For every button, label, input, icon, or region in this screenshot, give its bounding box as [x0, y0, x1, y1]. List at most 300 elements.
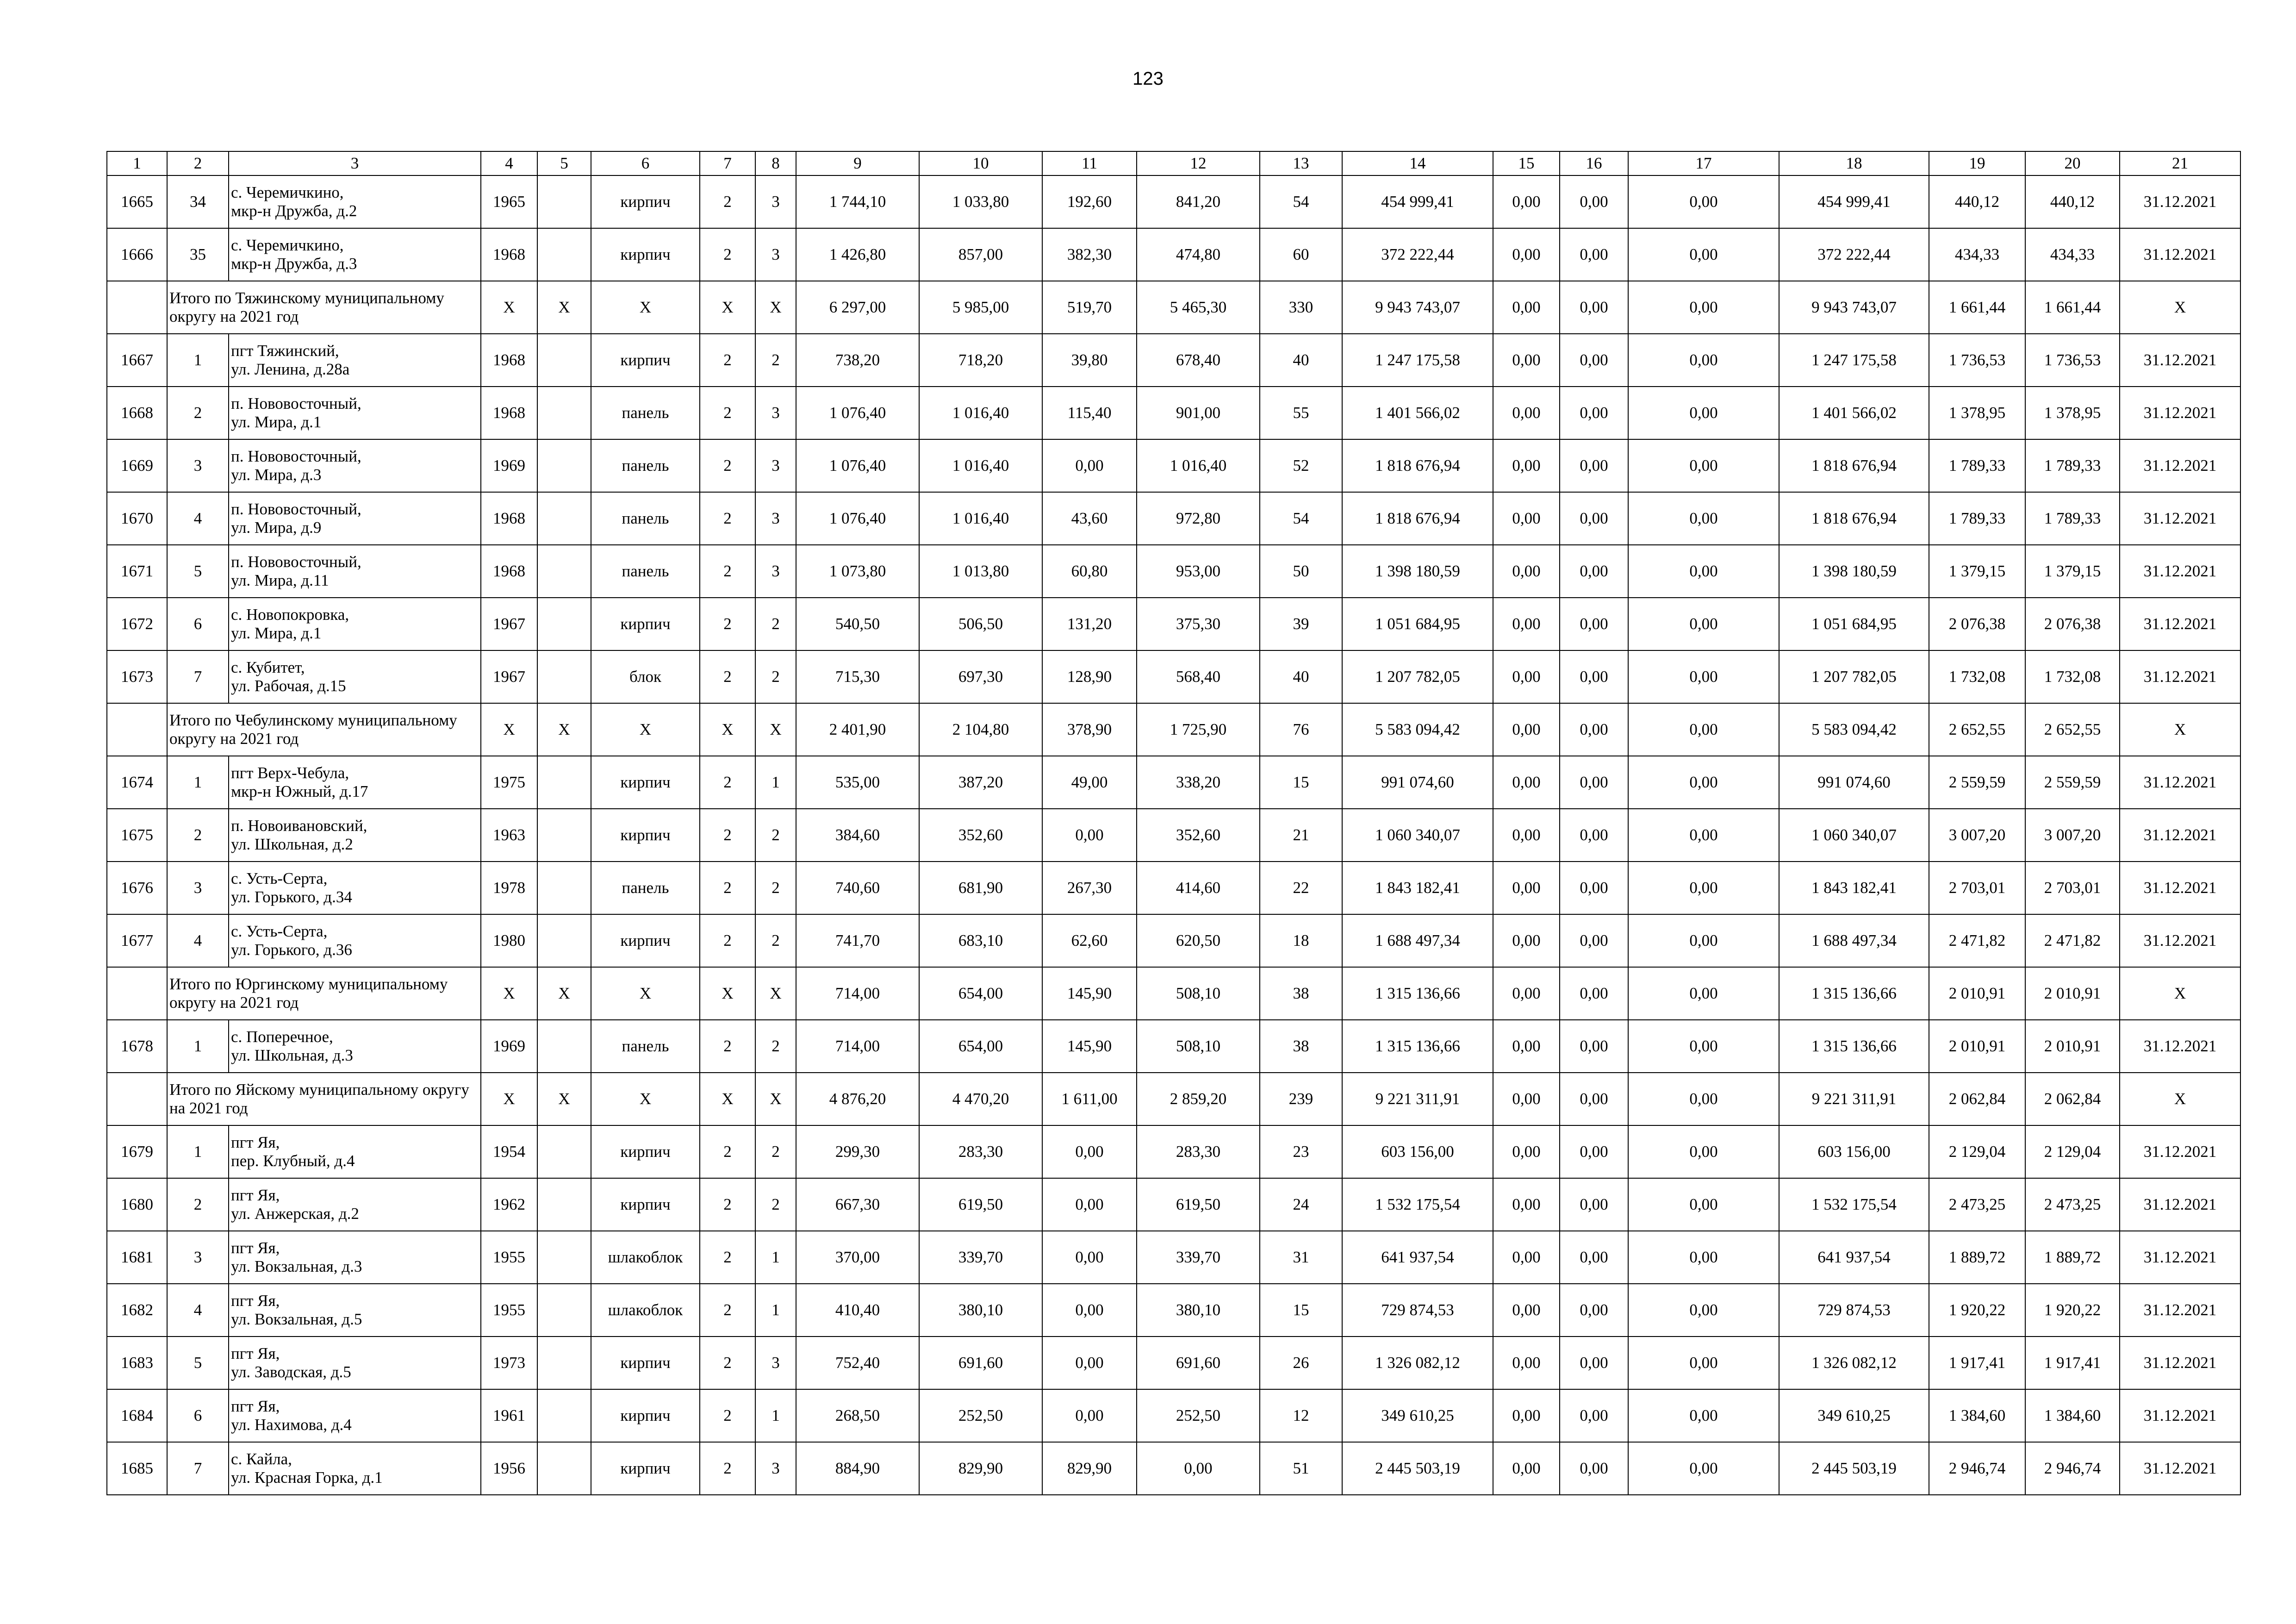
- cell-c20: 1 732,08: [2025, 650, 2120, 703]
- cell-c15: 0,00: [1493, 439, 1560, 492]
- cell-c21: 31.12.2021: [2120, 756, 2240, 809]
- cell-c19: 2 010,91: [1929, 967, 2025, 1020]
- cell-c21: 31.12.2021: [2120, 914, 2240, 967]
- cell-c14: 1 401 566,02: [1342, 387, 1493, 439]
- cell-entrances: 3: [755, 545, 796, 598]
- cell-c20: 2 559,59: [2025, 756, 2120, 809]
- cell-c16: 0,00: [1560, 1337, 1628, 1389]
- cell-c15: 0,00: [1493, 1073, 1560, 1125]
- cell-c12: 0,00: [1137, 1442, 1260, 1495]
- cell-c13: 60: [1260, 228, 1342, 281]
- cell-c19: 2 129,04: [1929, 1125, 2025, 1178]
- cell-c15: 0,00: [1493, 334, 1560, 387]
- cell-row-number: 1683: [107, 1337, 167, 1389]
- cell-c9: 741,70: [796, 914, 919, 967]
- cell-year: 1969: [481, 439, 537, 492]
- cell-c17: 0,00: [1628, 862, 1779, 914]
- housing-register-table: [106, 151, 2241, 1495]
- cell-entrances: 3: [755, 175, 796, 228]
- cell-c19: 2 652,55: [1929, 703, 2025, 756]
- cell-c15: 0,00: [1493, 756, 1560, 809]
- cell-material: кирпич: [591, 598, 700, 650]
- cell-row-number: 1671: [107, 545, 167, 598]
- cell-c19: 1 384,60: [1929, 1389, 2025, 1442]
- cell-c17: 0,00: [1628, 650, 1779, 703]
- cell-c16: 0,00: [1560, 1284, 1628, 1337]
- cell-c16: 0,00: [1560, 387, 1628, 439]
- cell-c17: 0,00: [1628, 228, 1779, 281]
- table-row: [107, 598, 2240, 650]
- cell-entrances: 3: [755, 439, 796, 492]
- cell-c15: 0,00: [1493, 387, 1560, 439]
- address-line-1: с. Поперечное,: [231, 1027, 333, 1046]
- cell-c9: 268,50: [796, 1389, 919, 1442]
- address-line-2: ул. Школьная, д.3: [231, 1046, 353, 1064]
- cell-c18: 2 445 503,19: [1779, 1442, 1929, 1495]
- cell-address: [229, 914, 481, 967]
- cell-c9: 738,20: [796, 334, 919, 387]
- cell-c13: 22: [1260, 862, 1342, 914]
- cell-c11: 0,00: [1042, 1284, 1137, 1337]
- cell-c14: 1 326 082,12: [1342, 1337, 1493, 1389]
- cell-material: шлакоблок: [591, 1231, 700, 1284]
- cell-c12: 568,40: [1137, 650, 1260, 703]
- cell-entrances: 2: [755, 914, 796, 967]
- cell-c13: 54: [1260, 492, 1342, 545]
- cell-c10: 697,30: [919, 650, 1042, 703]
- cell-c16: 0,00: [1560, 281, 1628, 334]
- cell-c18: 9 221 311,91: [1779, 1073, 1929, 1125]
- cell-material: блок: [591, 650, 700, 703]
- cell-c18: 1 060 340,07: [1779, 809, 1929, 862]
- cell-row-number: 1685: [107, 1442, 167, 1495]
- table-row: [107, 914, 2240, 967]
- cell-c16: 0,00: [1560, 809, 1628, 862]
- cell-material: кирпич: [591, 914, 700, 967]
- column-number-cell: 13: [1260, 151, 1342, 175]
- cell-entrances: 3: [755, 1442, 796, 1495]
- cell-c20: 3 007,20: [2025, 809, 2120, 862]
- cell-c13: 38: [1260, 967, 1342, 1020]
- cell-sub-number: 7: [167, 1442, 229, 1495]
- cell-c10: 4 470,20: [919, 1073, 1042, 1125]
- cell-material: панель: [591, 545, 700, 598]
- cell-c20: 1 736,53: [2025, 334, 2120, 387]
- cell-c12: 338,20: [1137, 756, 1260, 809]
- cell-address: [229, 1442, 481, 1495]
- cell-c13: 23: [1260, 1125, 1342, 1178]
- cell-c19: 2 473,25: [1929, 1178, 2025, 1231]
- address-line-2: ул. Красная Горка, д.1: [231, 1468, 383, 1487]
- cell-c10: 339,70: [919, 1231, 1042, 1284]
- cell-c19: 1 789,33: [1929, 492, 2025, 545]
- column-number-cell: 5: [537, 151, 591, 175]
- cell-c10: 352,60: [919, 809, 1042, 862]
- cell-address: [229, 1231, 481, 1284]
- cell-c9: 2 401,90: [796, 703, 919, 756]
- table-row: [107, 1231, 2240, 1284]
- cell-entrances: 3: [755, 228, 796, 281]
- cell-year: 1955: [481, 1284, 537, 1337]
- column-number-cell: 11: [1042, 151, 1137, 175]
- cell-c18: 9 943 743,07: [1779, 281, 1929, 334]
- cell-c9: 714,00: [796, 967, 919, 1020]
- total-label: Итого по Тяжинскому муниципальному округу на 2021 год: [167, 281, 481, 334]
- cell-c18: 603 156,00: [1779, 1125, 1929, 1178]
- column-number-cell: 7: [700, 151, 755, 175]
- cell-c15: 0,00: [1493, 1284, 1560, 1337]
- address-line-2: ул. Вокзальная, д.3: [231, 1257, 362, 1275]
- cell-address: [229, 228, 481, 281]
- cell-c10: 654,00: [919, 1020, 1042, 1073]
- cell-year: 1967: [481, 598, 537, 650]
- cell-c19: 2 076,38: [1929, 598, 2025, 650]
- cell-c14: 1 315 136,66: [1342, 1020, 1493, 1073]
- cell-c18: 641 937,54: [1779, 1231, 1929, 1284]
- cell-c18: 729 874,53: [1779, 1284, 1929, 1337]
- cell-year: 1978: [481, 862, 537, 914]
- cell-c9: 667,30: [796, 1178, 919, 1231]
- cell-c12: 619,50: [1137, 1178, 1260, 1231]
- cell-sub-number: 34: [167, 175, 229, 228]
- address-line-2: ул. Мира, д.3: [231, 466, 322, 484]
- cell-year: 1968: [481, 387, 537, 439]
- cell-address: [229, 1337, 481, 1389]
- cell-c16: 0,00: [1560, 862, 1628, 914]
- cell-entrances: 2: [755, 1178, 796, 1231]
- cell-c21: 31.12.2021: [2120, 1231, 2240, 1284]
- cell-sub-number: 4: [167, 914, 229, 967]
- cell-c5: X: [537, 1073, 591, 1125]
- cell-c14: 454 999,41: [1342, 175, 1493, 228]
- cell-entrances: 1: [755, 1231, 796, 1284]
- cell-c11: 0,00: [1042, 1125, 1137, 1178]
- cell-c11: 519,70: [1042, 281, 1137, 334]
- table-row: [107, 1442, 2240, 1495]
- cell-c14: 729 874,53: [1342, 1284, 1493, 1337]
- cell-c20: 1 920,22: [2025, 1284, 2120, 1337]
- cell-c13: 12: [1260, 1389, 1342, 1442]
- cell-c20: 2 946,74: [2025, 1442, 2120, 1495]
- table-row: [107, 334, 2240, 387]
- cell-sub-number: 7: [167, 650, 229, 703]
- cell-c17: 0,00: [1628, 545, 1779, 598]
- cell-c19: 1 917,41: [1929, 1337, 2025, 1389]
- cell-year: 1968: [481, 492, 537, 545]
- address-line-1: пгт Яя,: [231, 1397, 280, 1415]
- cell-entrances: 2: [755, 1020, 796, 1073]
- cell-c18: 1 401 566,02: [1779, 387, 1929, 439]
- cell-c12: 972,80: [1137, 492, 1260, 545]
- page-number: 123: [1132, 69, 1164, 89]
- cell-c14: 1 247 175,58: [1342, 334, 1493, 387]
- cell-year: 1968: [481, 334, 537, 387]
- cell-c17: 0,00: [1628, 281, 1779, 334]
- cell-address: [229, 545, 481, 598]
- cell-c5: [537, 1442, 591, 1495]
- cell-c16: 0,00: [1560, 756, 1628, 809]
- cell-c21: 31.12.2021: [2120, 439, 2240, 492]
- column-number-cell: 20: [2025, 151, 2120, 175]
- cell-sub-number: 35: [167, 228, 229, 281]
- column-number-cell: 2: [167, 151, 229, 175]
- cell-year: 1967: [481, 650, 537, 703]
- cell-c17: 0,00: [1628, 1389, 1779, 1442]
- column-number-cell: 4: [481, 151, 537, 175]
- cell-row-number: 1675: [107, 809, 167, 862]
- column-number-cell: 9: [796, 151, 919, 175]
- cell-c17: 0,00: [1628, 809, 1779, 862]
- cell-floors: 2: [700, 1442, 755, 1495]
- cell-c20: 2 652,55: [2025, 703, 2120, 756]
- cell-c15: 0,00: [1493, 1020, 1560, 1073]
- cell-c18: 1 532 175,54: [1779, 1178, 1929, 1231]
- column-number-cell: 21: [2120, 151, 2240, 175]
- cell-c14: 9 221 311,91: [1342, 1073, 1493, 1125]
- cell-c14: 1 532 175,54: [1342, 1178, 1493, 1231]
- cell-c11: 145,90: [1042, 967, 1137, 1020]
- cell-c10: 1 016,40: [919, 439, 1042, 492]
- cell-c21: 31.12.2021: [2120, 1178, 2240, 1231]
- cell-floors: 2: [700, 1231, 755, 1284]
- address-line-1: с. Новопокровка,: [231, 605, 349, 624]
- cell-entrances: 3: [755, 492, 796, 545]
- cell-c5: [537, 387, 591, 439]
- address-line-2: ул. Мира, д.11: [231, 571, 329, 589]
- cell-floors: 2: [700, 650, 755, 703]
- cell-entrances: 2: [755, 334, 796, 387]
- cell-material: кирпич: [591, 809, 700, 862]
- cell-c16: 0,00: [1560, 1020, 1628, 1073]
- cell-c16: 0,00: [1560, 1231, 1628, 1284]
- table-row: [107, 1020, 2240, 1073]
- cell-c5: [537, 545, 591, 598]
- table-body: [107, 151, 2240, 1495]
- column-number-cell: 17: [1628, 151, 1779, 175]
- address-line-2: ул. Мира, д.9: [231, 518, 322, 537]
- cell-material: панель: [591, 862, 700, 914]
- cell-c9: 6 297,00: [796, 281, 919, 334]
- table-row: [107, 756, 2240, 809]
- cell-c11: 1 611,00: [1042, 1073, 1137, 1125]
- cell-c21: 31.12.2021: [2120, 1337, 2240, 1389]
- cell-empty: [107, 967, 167, 1020]
- cell-c11: 39,80: [1042, 334, 1137, 387]
- cell-c14: 641 937,54: [1342, 1231, 1493, 1284]
- cell-c11: 0,00: [1042, 1231, 1137, 1284]
- cell-c20: 1 789,33: [2025, 492, 2120, 545]
- cell-c21: 31.12.2021: [2120, 334, 2240, 387]
- cell-c19: 2 946,74: [1929, 1442, 2025, 1495]
- cell-c13: 52: [1260, 439, 1342, 492]
- cell-c20: 2 062,84: [2025, 1073, 2120, 1125]
- cell-c20: 2 129,04: [2025, 1125, 2120, 1178]
- cell-c9: 752,40: [796, 1337, 919, 1389]
- cell-sub-number: 1: [167, 756, 229, 809]
- cell-c19: 2 559,59: [1929, 756, 2025, 809]
- address-line-1: п. Новоивановский,: [231, 816, 367, 835]
- cell-c5: [537, 228, 591, 281]
- address-line-2: ул. Мира, д.1: [231, 624, 322, 642]
- cell-c19: 1 889,72: [1929, 1231, 2025, 1284]
- cell-c11: 128,90: [1042, 650, 1137, 703]
- cell-c9: 1 073,80: [796, 545, 919, 598]
- total-label: Итого по Яйскому муниципальному округу на 2021 год: [167, 1073, 481, 1125]
- cell-c19: 1 732,08: [1929, 650, 2025, 703]
- cell-c20: 1 384,60: [2025, 1389, 2120, 1442]
- cell-c14: 603 156,00: [1342, 1125, 1493, 1178]
- cell-floors: 2: [700, 545, 755, 598]
- cell-material: панель: [591, 439, 700, 492]
- column-number-cell: 3: [229, 151, 481, 175]
- cell-c17: 0,00: [1628, 914, 1779, 967]
- cell-c12: 901,00: [1137, 387, 1260, 439]
- cell-c9: 4 876,20: [796, 1073, 919, 1125]
- cell-c12: 678,40: [1137, 334, 1260, 387]
- cell-floors: 2: [700, 334, 755, 387]
- cell-c15: 0,00: [1493, 598, 1560, 650]
- cell-c16: 0,00: [1560, 914, 1628, 967]
- cell-c13: 54: [1260, 175, 1342, 228]
- cell-c12: 252,50: [1137, 1389, 1260, 1442]
- cell-c13: 40: [1260, 650, 1342, 703]
- column-number-cell: 15: [1493, 151, 1560, 175]
- cell-floors: 2: [700, 809, 755, 862]
- cell-c5: [537, 1337, 591, 1389]
- cell-c13: 39: [1260, 598, 1342, 650]
- cell-year: X: [481, 703, 537, 756]
- address-line-2: ул. Мира, д.1: [231, 413, 322, 431]
- cell-c5: [537, 492, 591, 545]
- cell-address: [229, 598, 481, 650]
- cell-c5: [537, 1178, 591, 1231]
- cell-sub-number: 1: [167, 1125, 229, 1178]
- cell-c21: 31.12.2021: [2120, 545, 2240, 598]
- cell-c14: 991 074,60: [1342, 756, 1493, 809]
- cell-row-number: 1665: [107, 175, 167, 228]
- cell-floors: 2: [700, 1389, 755, 1442]
- cell-c5: [537, 756, 591, 809]
- cell-c11: 0,00: [1042, 439, 1137, 492]
- cell-entrances: X: [755, 281, 796, 334]
- cell-empty: [107, 1073, 167, 1125]
- cell-c12: 508,10: [1137, 1020, 1260, 1073]
- cell-c10: 283,30: [919, 1125, 1042, 1178]
- cell-c5: [537, 334, 591, 387]
- cell-c21: X: [2120, 1073, 2240, 1125]
- cell-c16: 0,00: [1560, 1178, 1628, 1231]
- cell-material: кирпич: [591, 1125, 700, 1178]
- cell-c12: 2 859,20: [1137, 1073, 1260, 1125]
- cell-c20: 1 917,41: [2025, 1337, 2120, 1389]
- cell-c10: 681,90: [919, 862, 1042, 914]
- cell-c17: 0,00: [1628, 703, 1779, 756]
- cell-c17: 0,00: [1628, 492, 1779, 545]
- cell-c13: 31: [1260, 1231, 1342, 1284]
- cell-c14: 9 943 743,07: [1342, 281, 1493, 334]
- cell-c10: 654,00: [919, 967, 1042, 1020]
- address-line-2: ул. Горького, д.36: [231, 941, 352, 959]
- cell-c14: 2 445 503,19: [1342, 1442, 1493, 1495]
- cell-c18: 1 247 175,58: [1779, 334, 1929, 387]
- cell-c20: 2 473,25: [2025, 1178, 2120, 1231]
- cell-c18: 349 610,25: [1779, 1389, 1929, 1442]
- total-label: Итого по Юргинскому муниципальному округу на 2021 год: [167, 967, 481, 1020]
- cell-c12: 691,60: [1137, 1337, 1260, 1389]
- column-number-cell: 18: [1779, 151, 1929, 175]
- cell-c11: 378,90: [1042, 703, 1137, 756]
- cell-c18: 991 074,60: [1779, 756, 1929, 809]
- address-line-1: п. Нововосточный,: [231, 394, 361, 412]
- table-row: [107, 862, 2240, 914]
- cell-floors: 2: [700, 439, 755, 492]
- cell-c5: [537, 862, 591, 914]
- cell-row-number: 1679: [107, 1125, 167, 1178]
- cell-c13: 15: [1260, 1284, 1342, 1337]
- cell-c5: [537, 598, 591, 650]
- address-line-2: ул. Нахимова, д.4: [231, 1416, 352, 1434]
- cell-material: кирпич: [591, 334, 700, 387]
- cell-c11: 115,40: [1042, 387, 1137, 439]
- cell-c12: 474,80: [1137, 228, 1260, 281]
- cell-c12: 352,60: [1137, 809, 1260, 862]
- address-line-1: с. Кайла,: [231, 1449, 292, 1468]
- cell-c5: [537, 1125, 591, 1178]
- cell-floors: 2: [700, 598, 755, 650]
- cell-entrances: 3: [755, 387, 796, 439]
- address-line-2: ул. Рабочая, д.15: [231, 677, 346, 695]
- cell-entrances: 2: [755, 650, 796, 703]
- cell-c10: 619,50: [919, 1178, 1042, 1231]
- address-line-1: с. Черемичкино,: [231, 183, 344, 201]
- cell-c12: 1 725,90: [1137, 703, 1260, 756]
- cell-row-number: 1673: [107, 650, 167, 703]
- cell-sub-number: 4: [167, 492, 229, 545]
- cell-material: X: [591, 703, 700, 756]
- cell-address: [229, 650, 481, 703]
- cell-row-number: 1682: [107, 1284, 167, 1337]
- cell-c18: 1 051 684,95: [1779, 598, 1929, 650]
- cell-entrances: X: [755, 1073, 796, 1125]
- cell-c17: 0,00: [1628, 1178, 1779, 1231]
- cell-row-number: 1676: [107, 862, 167, 914]
- cell-c9: 299,30: [796, 1125, 919, 1178]
- cell-c10: 691,60: [919, 1337, 1042, 1389]
- cell-c18: 1 818 676,94: [1779, 439, 1929, 492]
- cell-c11: 0,00: [1042, 809, 1137, 862]
- cell-c10: 683,10: [919, 914, 1042, 967]
- cell-year: 1965: [481, 175, 537, 228]
- cell-c12: 375,30: [1137, 598, 1260, 650]
- cell-c21: X: [2120, 967, 2240, 1020]
- cell-c5: [537, 439, 591, 492]
- cell-floors: 2: [700, 228, 755, 281]
- cell-c21: 31.12.2021: [2120, 1284, 2240, 1337]
- cell-c14: 1 398 180,59: [1342, 545, 1493, 598]
- cell-floors: 2: [700, 1337, 755, 1389]
- cell-row-number: 1669: [107, 439, 167, 492]
- cell-c15: 0,00: [1493, 1178, 1560, 1231]
- cell-c20: 434,33: [2025, 228, 2120, 281]
- cell-row-number: 1668: [107, 387, 167, 439]
- cell-material: кирпич: [591, 175, 700, 228]
- cell-c14: 1 051 684,95: [1342, 598, 1493, 650]
- cell-material: X: [591, 281, 700, 334]
- cell-material: X: [591, 967, 700, 1020]
- cell-sub-number: 2: [167, 387, 229, 439]
- cell-address: [229, 1178, 481, 1231]
- cell-c18: 372 222,44: [1779, 228, 1929, 281]
